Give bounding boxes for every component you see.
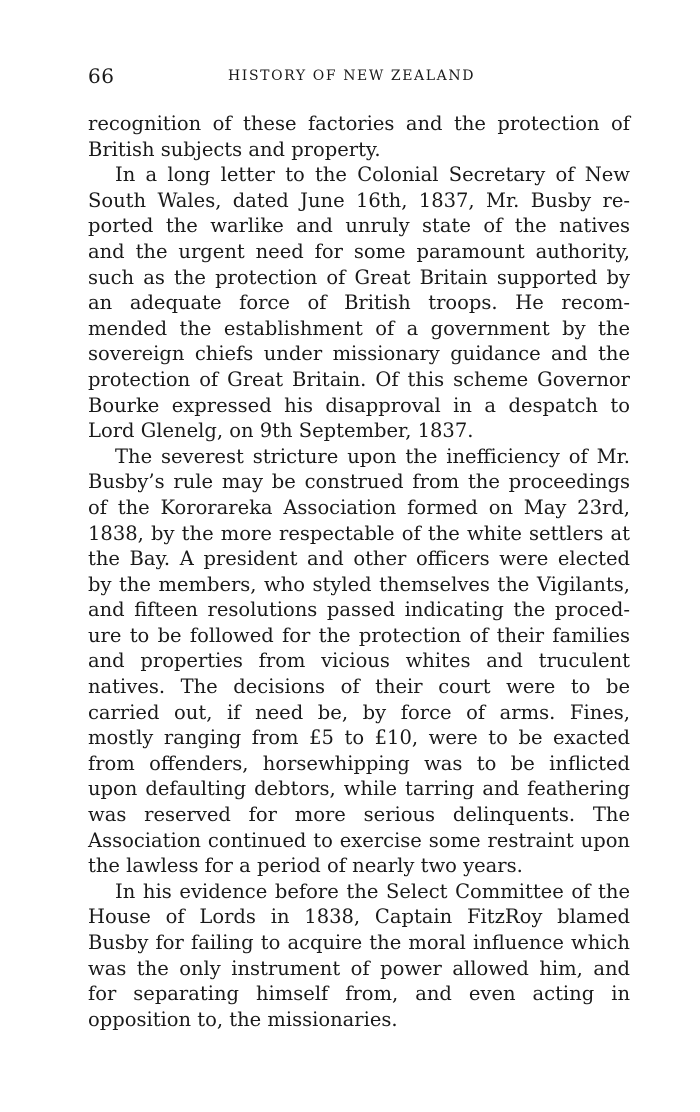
- text-line: such as the protection of Great Britain supported by: [88, 265, 630, 289]
- text-line: protection of Great Britain. Of this scheme Governor: [88, 367, 630, 391]
- text-line: Lord Glenelg, on 9th September, 1837.: [88, 419, 474, 443]
- body-text: [88, 111, 630, 1032]
- text-line: South Wales, dated June 16th, 1837, Mr. Busby re-: [88, 188, 630, 212]
- text-line: recognition of these factories and the protection of: [88, 112, 630, 135]
- text-line: Busby’s rule may be construed from the proceedings: [88, 470, 630, 494]
- text-line: the Bay. A president and other officers were elected: [88, 547, 630, 571]
- text-line: ported the warlike and unruly state of the natives: [88, 214, 630, 238]
- paragraph: [88, 879, 630, 1033]
- text-line: opposition to, the missionaries.: [88, 1007, 398, 1031]
- text-line: mended the establishment of a government by the: [88, 316, 630, 340]
- text-line: 1838, by the more respectable of the white settlers at: [88, 521, 630, 545]
- text-line: was reserved for more serious delinquents. The: [88, 803, 630, 827]
- text-line: Bourke expressed his disapproval in a despatch to: [88, 393, 630, 417]
- text-line: carried out, if need be, by force of arms. Fines,: [88, 700, 630, 724]
- text-line: Association continued to exercise some restraint upon: [88, 828, 630, 852]
- text-line: In a long letter to the Colonial Secretary of New: [115, 163, 630, 187]
- text-line: House of Lords in 1838, Captain FitzRoy blamed: [88, 905, 630, 929]
- running-title: HISTORY OF NEW ZEALAND: [228, 68, 476, 84]
- text-line: natives. The decisions of their court were to be: [88, 675, 630, 699]
- paragraph: [88, 111, 630, 162]
- text-line: Busby for failing to acquire the moral influence which: [88, 931, 630, 954]
- paragraph: [88, 162, 630, 444]
- text-line: by the members, who styled themselves the Vigilants,: [88, 572, 630, 596]
- text-line: In his evidence before the Select Committee of the: [115, 879, 630, 903]
- text-line: British subjects and property.: [88, 137, 381, 161]
- text-line: The severest stricture upon the inefficiency of Mr.: [115, 444, 630, 468]
- text-line: and properties from vicious whites and truculent: [88, 649, 630, 673]
- page-number: 66: [88, 64, 115, 88]
- text-line: sovereign chiefs under missionary guidance and the: [88, 342, 630, 366]
- text-line: mostly ranging from £5 to £10, were to be exacted: [88, 726, 630, 750]
- paragraph: [88, 444, 630, 879]
- text-line: and the urgent need for some paramount authority,: [88, 239, 630, 263]
- text-line: upon defaulting debtors, while tarring and feathering: [88, 777, 630, 801]
- text-line: the lawless for a period of nearly two years.: [88, 854, 523, 878]
- text-line: from offenders, horsewhipping was to be inflicted: [88, 751, 630, 775]
- text-line: of the Kororareka Association formed on May 23rd,: [88, 495, 630, 519]
- text-line: was the only instrument of power allowed him, and: [88, 956, 630, 980]
- text-line: for separating himself from, and even acting in: [88, 982, 630, 1006]
- running-head: [88, 64, 630, 88]
- text-line: an adequate force of British troops. He recom-: [88, 291, 630, 315]
- text-line: ure to be followed for the protection of their families: [88, 623, 630, 647]
- text-line: and fifteen resolutions passed indicating the proced-: [88, 598, 630, 622]
